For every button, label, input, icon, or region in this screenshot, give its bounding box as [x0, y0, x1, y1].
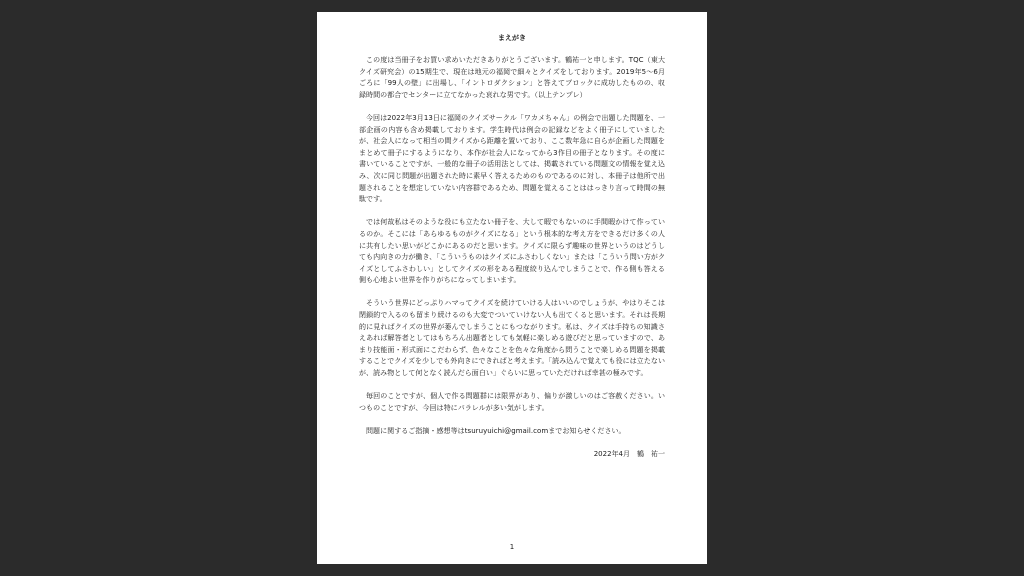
paragraph-intro: この度は当冊子をお買い求めいただきありがとうございます。鶴祐一と申します。TQC（東大クイズ研究会）の15期生で、現在は地元の福岡で細々とクイズをしております。2019年5〜6月ごろに「99人の壁」に出場し、「イントロダクション」と答えてブロックに成功したものの、収録時間の都合でセンターに立てなかった哀れな男です。（以上テンプレ）: [359, 56, 665, 99]
paragraph-purpose: 今回は2022年3月13日に福岡のクイズサークル「ワカメちゃん」の例会で出題した問題を、一部企画の内容も含め掲載しております。学生時代は例会の記録などをよく冊子にしていましたが、社会人になって相当の間クイズから距離を置いており、ここ数年急に自らが企画した問題をまとめて冊子にするようになり、本作が社会人になってから3作目の冊子となります。その度に書いていることですが、一般的な冊子の活用法としては、掲載されている問題文の情報を覚え込み、次に同じ問題が出題された時に素早く答えるためのものであるのに対し、本冊子は他所で出題されることを想定していない内容群であるため、問題を覚えることははっきり言って時間の無駄です。: [359, 113, 665, 204]
paragraph-world: そういう世界にどっぷりハマってクイズを続けていける人はいいのでしょうが、やはりそこは閉鎖的で入るのも留まり続けるのも大変でついていけない人も出てくると思います。それは長期的に見ればクイズの世界が萎んでしまうことにもつながります。私は、クイズは手持ちの知識さえあれば解答者としてはもちろん出題者としても気軽に楽しめる遊びだと思っていますので、あまり技能面・形式面にこだわらず、色々なことを色々な角度から問うことで楽しめる問題を掲載することでクイズを少しでも外向きにできればと考えます。「読み込んで覚えても役には立たないが、読み物として何となく読んだら面白い」ぐらいに思っていただければ幸甚の極みです。: [359, 299, 665, 378]
signature: 2022年4月 鶴 祐一: [593, 450, 665, 459]
document-page: [317, 12, 707, 564]
page-title: まえがき: [498, 34, 526, 42]
page-number: 1: [509, 543, 515, 551]
paragraph-contact: 問題に関するご指摘・感想等はtsuruyuichi@gmail.comまでお知らせください。: [366, 427, 626, 435]
paragraph-apology: 毎回のことですが、個人で作る問題群には限界があり、偏りが激しいのはご容赦ください。いつものことですが、今回は特にパラレルが多い気がします。: [359, 392, 665, 412]
paragraph-reason: では何故私はそのような役にも立たない冊子を、大して暇でもないのに手間暇かけて作っているのか。そこには「あらゆるものがクイズになる」という根本的な考え方をできるだけ多くの人に共有したい思いがどこかにあるのだと思います。クイズに限らず趣味の世界というのはどうしても内向きの力が働き、「こういうものはクイズにふさわしくない」または「こういう問い方がクイズとしてふさわしい」としてクイズの形をある程度絞り込んでしまうことで、作る側も答える側も心地よい世界を作りがちになってしまいます。: [359, 218, 665, 285]
